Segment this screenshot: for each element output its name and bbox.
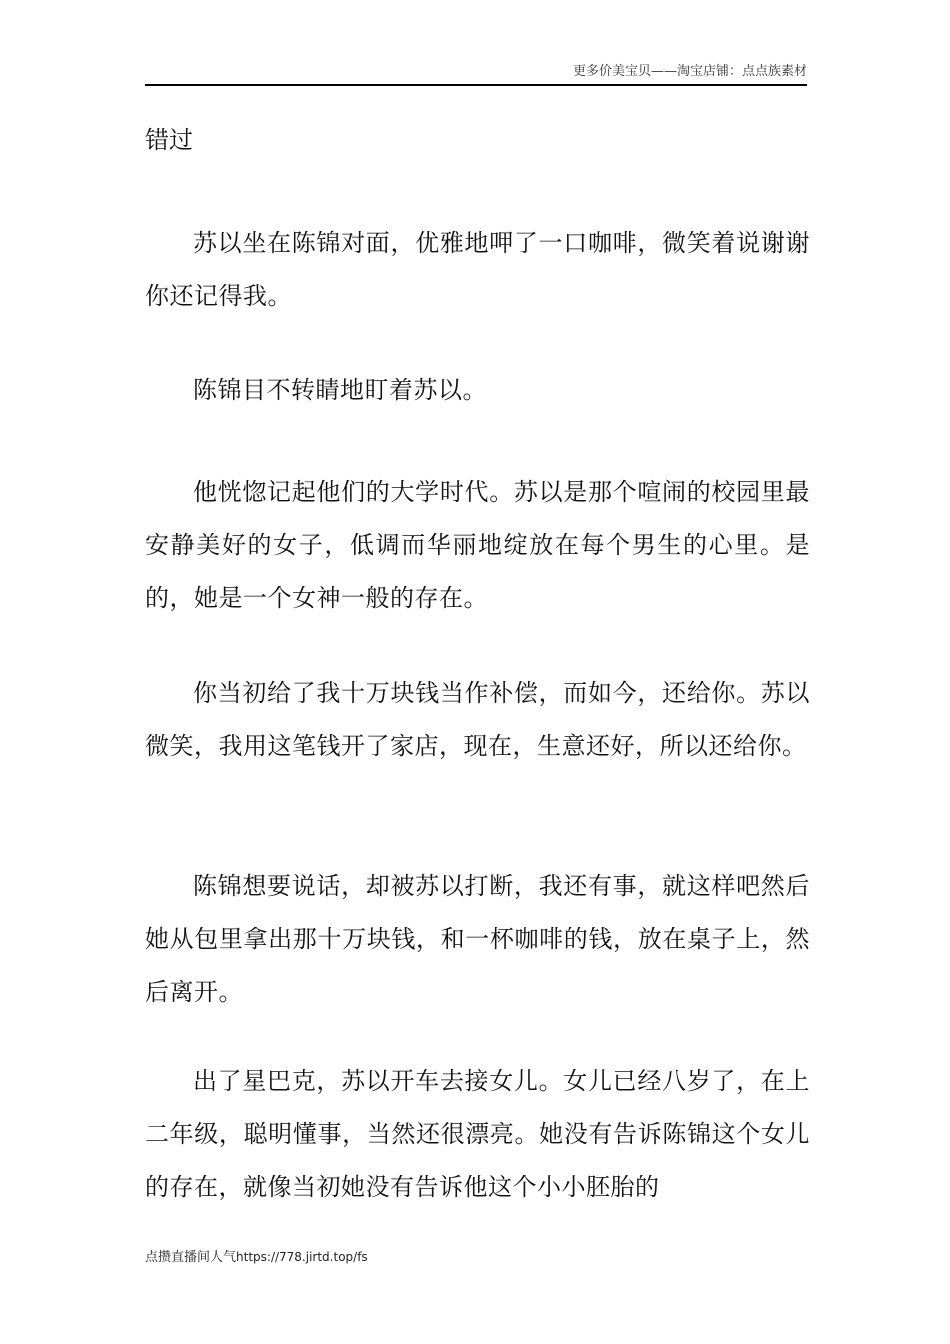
footer-label: 点攒直播间人气	[145, 1250, 237, 1265]
paragraph: 他恍惚记起他们的大学时代。苏以是那个喧闹的校园里最安静美好的女子，低调而华丽地绽放在每个男生的心里。是的，她是一个女神一般的存在。	[145, 478, 810, 612]
document-title: 错过	[145, 126, 193, 154]
footer-link[interactable]: https://778.jirtd.top/fs	[236, 1250, 368, 1264]
page-footer	[145, 1248, 368, 1267]
paragraph: 陈锦目不转睛地盯着苏以。	[193, 376, 487, 404]
paragraph: 出了星巴克，苏以开车去接女儿。女儿已经八岁了，在上二年级，聪明懂事，当然还很漂亮。她没有告诉陈锦这个女儿的存在，就像当初她没有告诉他这个小小胚胎的	[145, 1067, 810, 1201]
paragraph: 苏以坐在陈锦对面，优雅地呷了一口咖啡，微笑着说谢谢你还记得我。	[145, 229, 810, 310]
header-text: 更多价美宝贝——淘宝店铺：点点族素材	[572, 64, 807, 79]
page-header	[145, 62, 807, 86]
paragraph: 陈锦想要说话，却被苏以打断，我还有事，就这样吧然后她从包里拿出那十万块钱，和一杯咖啡的钱，放在桌子上，然后离开。	[145, 872, 810, 1006]
paragraph: 你当初给了我十万块钱当作补偿，而如今，还给你。苏以微笑，我用这笔钱开了家店，现在，生意还好，所以还给你。	[145, 679, 810, 760]
